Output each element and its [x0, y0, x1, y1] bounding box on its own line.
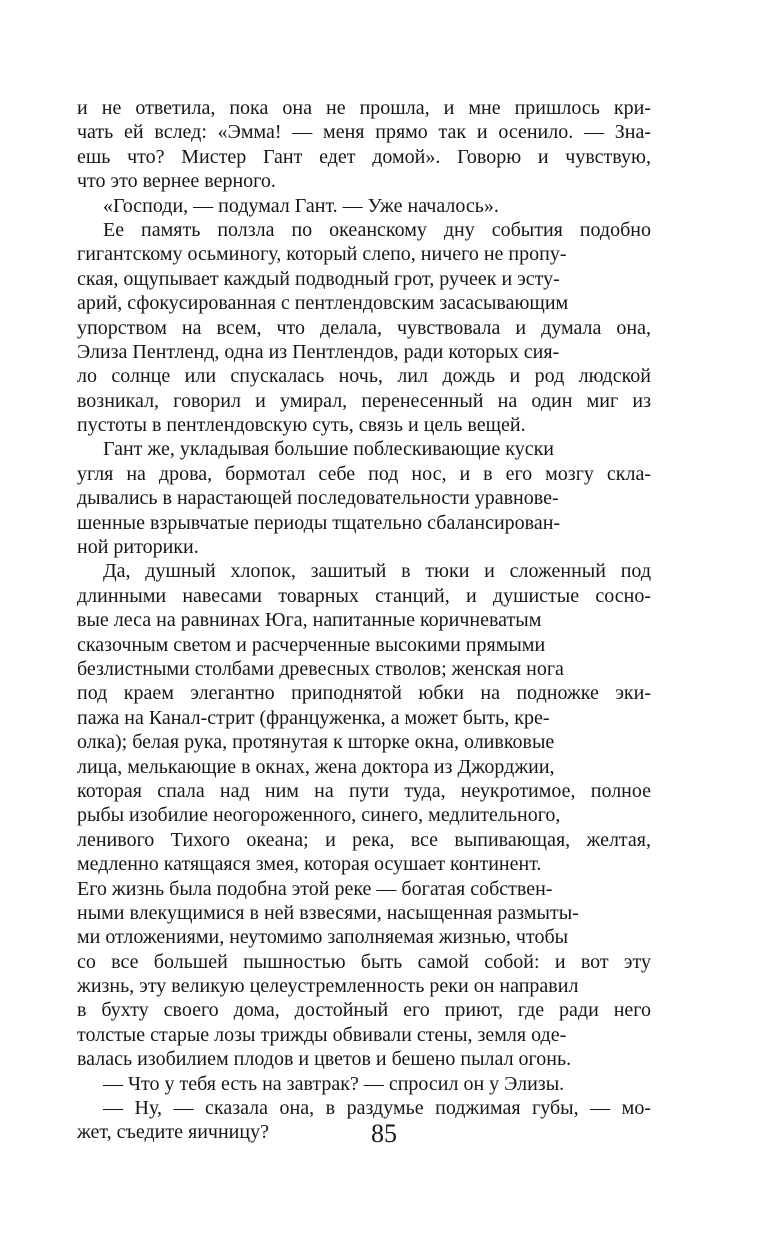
text-line: под краем элегантно приподнятой юбки на подножке эки-	[77, 682, 651, 705]
text-line: пустоты в пентлендовскую суть, связь и цель вещей.	[77, 414, 526, 437]
text-line: ми отложениями, неутомимо заполняемая жизнью, чтобы	[77, 926, 569, 949]
text-line: и не ответила, пока она не прошла, и мне пришлось кри-	[77, 97, 651, 119]
text-line: ская, ощупывает каждый подводный грот, ручеек и эсту-	[77, 267, 560, 290]
text-line: шенные взрывчатые периоды тщательно сбалансирован-	[77, 511, 561, 534]
text-line: упорством на всем, что делала, чувствовала и думала она,	[77, 316, 651, 339]
text-line: дывались в нарастающей последовательности уравнове-	[77, 487, 559, 510]
paragraph-first-line: Гант же, укладывая большие поблескивающие куски	[103, 438, 554, 461]
dialogue-line: — Что у тебя есть на завтрак? — спросил он у Элизы.	[103, 1072, 565, 1095]
paragraph-first-line: Ее память ползла по океанскому дну события подобно	[103, 218, 651, 241]
text-line: толстые старые лозы трижды обвивали стены, земля оде-	[77, 1023, 567, 1046]
text-line: в бухту своего дома, достойный его приют, где ради него	[77, 999, 651, 1022]
text-line: ешь что? Мистер Гант едет домой». Говорю и чувствую,	[77, 145, 651, 168]
text-line: медленно катящаяся змея, которая осушает континент.	[77, 853, 542, 876]
paragraph-first-line: «Господи, — подумал Гант. — Уже началось».	[103, 194, 499, 217]
text-line: ной риторики.	[77, 536, 199, 559]
text-line: со все большей пышностью быть самой собой: и вот эту	[77, 950, 651, 973]
text-line: жет, съедите яичницу?	[77, 1121, 269, 1144]
dialogue-line: — Ну, — сказала она, в раздумье поджимая губы, — мо-	[103, 1097, 651, 1120]
text-line: рыбы изобилие неогороженного, синего, медлительного,	[77, 804, 561, 827]
text-line: сказочным светом и расчерченные высокими прямыми	[77, 633, 546, 656]
page-number: 85	[371, 1119, 397, 1148]
paragraph-first-line: Да, душный хлопок, зашитый в тюки и сложенный под	[103, 560, 651, 583]
text-line: лица, мелькающие в окнах, жена доктора из Джорджии,	[77, 755, 555, 778]
text-line: угля на дрова, бормотал себе под нос, и в его мозгу скла-	[77, 462, 651, 485]
body-text	[77, 96, 651, 1145]
text-line: вые леса на равнинах Юга, напитанные коричневатым	[77, 609, 542, 632]
text-line: олка); белая рука, протянутая к шторке окна, оливковые	[77, 731, 555, 754]
text-line: гигантскому осьминогу, который слепо, ничего не пропу-	[77, 243, 567, 266]
text-line: которая спала над ним на пути туда, неукротимое, полное	[77, 779, 651, 802]
text-line: валась изобилием плодов и цветов и бешено пылал огонь.	[77, 1048, 572, 1071]
text-line: Его жизнь была подобна этой реке — богатая собствен-	[77, 877, 553, 900]
text-line: что это вернее верного.	[77, 170, 276, 193]
text-line: безлистными столбами древесных стволов; женская нога	[77, 657, 564, 680]
text-line: чать ей вслед: «Эмма! — меня прямо так и осенило. — Зна-	[77, 121, 651, 144]
text-line: возникал, говорил и умирал, перенесенный на один миг из	[77, 389, 651, 412]
text-line: ло солнце или спускалась ночь, лил дождь и род людской	[77, 365, 651, 388]
text-line: длинными навесами товарных станций, и душистые сосно-	[77, 584, 651, 607]
text-line: пажа на Канал-стрит (француженка, а может быть, кре-	[77, 706, 550, 729]
text-line: ными влекущимися в ней взвесями, насыщенная размыты-	[77, 901, 579, 924]
text-line: Элиза Пентленд, одна из Пентлендов, ради которых сия-	[77, 340, 560, 363]
text-line: ленивого Тихого океана; и река, все выпивающая, желтая,	[77, 828, 651, 851]
text-line: жизнь, эту великую целеустремленность реки он направил	[77, 975, 579, 998]
text-line: арий, сфокусированная с пентлендовским засасывающим	[77, 292, 569, 315]
